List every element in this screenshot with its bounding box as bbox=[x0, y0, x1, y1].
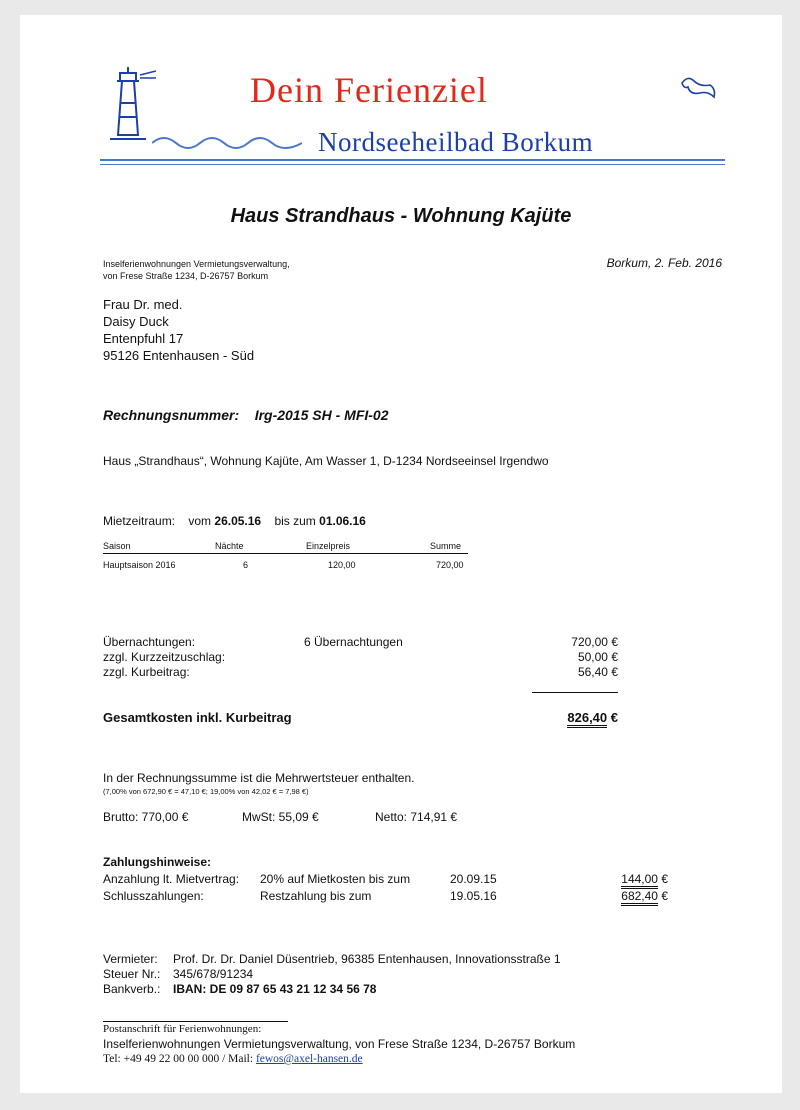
season-cell-sum: 720,00 bbox=[436, 560, 464, 570]
footer-address: Inselferienwohnungen Vermietungsverwaltung, von Frese Straße 1234, D-26757 Borkum bbox=[103, 1037, 576, 1051]
sender-line-1: Inselferienwohnungen Vermietungsverwaltung, bbox=[103, 259, 290, 269]
cost-detail: 6 Übernachtungen bbox=[304, 635, 403, 649]
total-currency: € bbox=[610, 710, 618, 725]
vat-detail: (7,00% von 672,90 € = 47,10 €; 19,00% von 42,02 € = 7,98 €) bbox=[103, 787, 309, 796]
season-header-summe: Summe bbox=[430, 541, 462, 551]
cost-line bbox=[103, 635, 618, 650]
payment-amount-value: 682,40 bbox=[621, 889, 658, 906]
cost-label: Übernachtungen: bbox=[103, 635, 196, 649]
table-row bbox=[103, 560, 468, 574]
season-table bbox=[103, 541, 468, 574]
recipient-line-4: 95126 Entenhausen - Süd bbox=[103, 348, 255, 363]
cost-label: zzgl. Kurbeitrag: bbox=[103, 665, 190, 679]
footer-title: Postanschrift für Ferienwohnungen: bbox=[103, 1023, 262, 1035]
period-from-label: vom bbox=[188, 514, 212, 528]
payment-currency: € bbox=[661, 889, 668, 903]
cost-amount: 720,00 € bbox=[571, 635, 618, 649]
footer-contact bbox=[103, 1053, 363, 1065]
payment-desc: 20% auf Mietkosten bis zum bbox=[260, 872, 411, 886]
landlord-row bbox=[103, 967, 663, 982]
total-label: Gesamtkosten inkl. Kurbeitrag bbox=[103, 710, 292, 725]
vermieter-label: Vermieter: bbox=[103, 952, 158, 966]
lighthouse-icon bbox=[100, 67, 156, 147]
period-from: 26.05.16 bbox=[214, 514, 262, 528]
recipient-line-3: Entenpfuhl 17 bbox=[103, 331, 184, 346]
invoice-page bbox=[20, 15, 782, 1093]
recipient-line-2: Daisy Duck bbox=[103, 314, 169, 329]
season-cell-nights: 6 bbox=[243, 560, 249, 570]
payment-amount bbox=[621, 872, 668, 886]
invoice-number-label: Rechnungsnummer: bbox=[103, 407, 240, 423]
cost-amount: 56,40 € bbox=[577, 665, 618, 679]
cost-label: zzgl. Kurzzeitzuschlag: bbox=[103, 650, 226, 664]
period-label: Mietzeitraum: bbox=[103, 514, 176, 528]
period-to-label: bis zum bbox=[274, 514, 316, 528]
payment-label: Schlusszahlungen: bbox=[103, 889, 204, 903]
total-value: 826,40 bbox=[567, 710, 607, 728]
payment-date: 20.09.15 bbox=[450, 872, 497, 886]
payment-desc: Restzahlung bis zum bbox=[260, 889, 372, 903]
landlord-block bbox=[103, 952, 663, 997]
vat-note: In der Rechnungssumme ist die Mehrwertsteuer enthalten. bbox=[103, 771, 415, 785]
logo-title: Dein Ferienziel bbox=[250, 70, 488, 110]
payment-date: 19.05.16 bbox=[450, 889, 497, 903]
footer-mail-link[interactable]: fewos@axel-hansen.de bbox=[255, 1053, 363, 1065]
steuer-value: 345/678/91234 bbox=[173, 967, 254, 981]
payment-row bbox=[103, 872, 668, 889]
season-table-header bbox=[103, 541, 468, 554]
payment-label: Anzahlung lt. Mietvertrag: bbox=[103, 872, 240, 886]
cost-lines bbox=[103, 635, 618, 680]
property-address: Haus „Strandhaus“, Wohnung Kajüte, Am Wasser 1, D-1234 Nordseeinsel Irgendwo bbox=[103, 454, 549, 468]
season-header-naechte: Nächte bbox=[215, 541, 244, 551]
payment-amount bbox=[621, 889, 668, 903]
landlord-row bbox=[103, 982, 663, 997]
logo bbox=[100, 67, 725, 172]
payment-rows bbox=[103, 872, 668, 906]
footer-tel: Tel: +49 49 22 00 00 000 / Mail: bbox=[103, 1053, 254, 1065]
payment-amount-value: 144,00 bbox=[621, 872, 658, 889]
bank-label: Bankverb.: bbox=[103, 982, 161, 996]
logo-subtitle: Nordseeheilbad Borkum bbox=[318, 127, 594, 157]
payment-row bbox=[103, 889, 668, 906]
logo-divider-thin bbox=[100, 164, 725, 165]
season-cell-price: 120,00 bbox=[328, 560, 356, 570]
payment-currency: € bbox=[661, 872, 668, 886]
sum-divider bbox=[532, 692, 618, 693]
season-cell-name: Hauptsaison 2016 bbox=[103, 560, 176, 570]
steuer-label: Steuer Nr.: bbox=[103, 967, 161, 981]
sender-line-2: von Frese Straße 1234, D-26757 Borkum bbox=[103, 271, 269, 281]
bank-value: IBAN: DE 09 87 65 43 21 12 34 56 78 bbox=[173, 982, 377, 996]
cost-line bbox=[103, 650, 618, 665]
invoice-number: Irg-2015 SH - MFI-02 bbox=[254, 407, 389, 423]
invoice-date: Borkum, 2. Feb. 2016 bbox=[606, 256, 722, 270]
invoice-number-row bbox=[103, 407, 389, 423]
recipient-block bbox=[103, 296, 254, 364]
vat-summary bbox=[103, 810, 503, 826]
page-title: Haus Strandhaus - Wohnung Kajüte bbox=[230, 205, 572, 227]
footer-divider bbox=[103, 1021, 288, 1022]
season-header-einzelpreis: Einzelpreis bbox=[306, 541, 351, 551]
total-amount bbox=[567, 710, 618, 725]
seal-icon bbox=[680, 73, 718, 101]
logo-divider bbox=[100, 159, 725, 161]
season-header-saison: Saison bbox=[103, 541, 131, 551]
rental-period bbox=[103, 514, 366, 528]
netto: Netto: 714,91 € bbox=[375, 810, 458, 824]
brutto: Brutto: 770,00 € bbox=[103, 810, 189, 824]
vermieter-value: Prof. Dr. Dr. Daniel Düsentrieb, 96385 Entenhausen, Innovationsstraße 1 bbox=[173, 952, 561, 966]
period-to: 01.06.16 bbox=[319, 514, 366, 528]
mwst: MwSt: 55,09 € bbox=[242, 810, 319, 824]
recipient-line-1: Frau Dr. med. bbox=[103, 297, 183, 312]
payment-title: Zahlungshinweise: bbox=[103, 855, 212, 869]
landlord-row bbox=[103, 952, 663, 967]
cost-amount: 50,00 € bbox=[577, 650, 618, 664]
wave-icon bbox=[152, 133, 302, 153]
cost-line bbox=[103, 665, 618, 680]
